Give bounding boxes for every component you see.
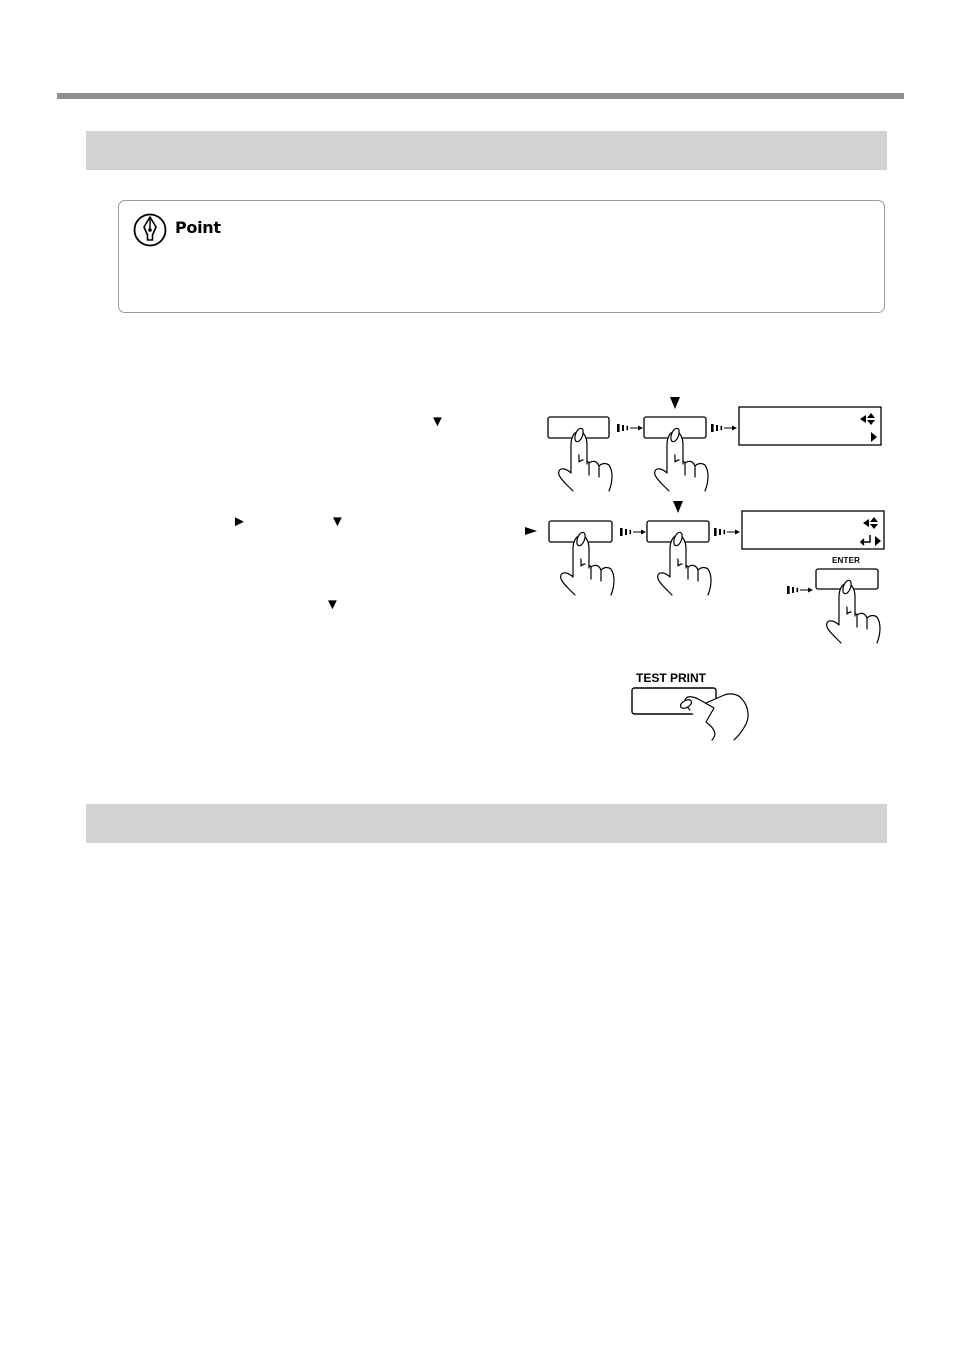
enter-key-label: ENTER bbox=[832, 556, 861, 565]
flow-arrow-icon bbox=[617, 424, 643, 432]
down-arrow-icon: ▼ bbox=[325, 596, 340, 613]
flow-arrow-icon bbox=[711, 424, 737, 432]
test-print-key-label: TEST PRINT bbox=[636, 671, 707, 685]
right-arrow-icon bbox=[525, 527, 537, 535]
down-arrow-icon bbox=[670, 397, 680, 409]
section-header-bar-2 bbox=[86, 804, 887, 843]
flow-arrow-icon bbox=[620, 528, 646, 536]
finger-press-icon bbox=[679, 694, 748, 740]
down-arrow-icon: ▼ bbox=[430, 413, 445, 430]
point-label: Point bbox=[175, 218, 221, 237]
flow-arrow-icon bbox=[787, 586, 813, 594]
down-arrow-icon bbox=[673, 501, 683, 513]
display-panel bbox=[739, 407, 881, 445]
down-arrow-icon: ▼ bbox=[330, 513, 345, 530]
right-arrow-icon: ► bbox=[232, 513, 247, 530]
flow-arrow-icon bbox=[714, 528, 740, 536]
